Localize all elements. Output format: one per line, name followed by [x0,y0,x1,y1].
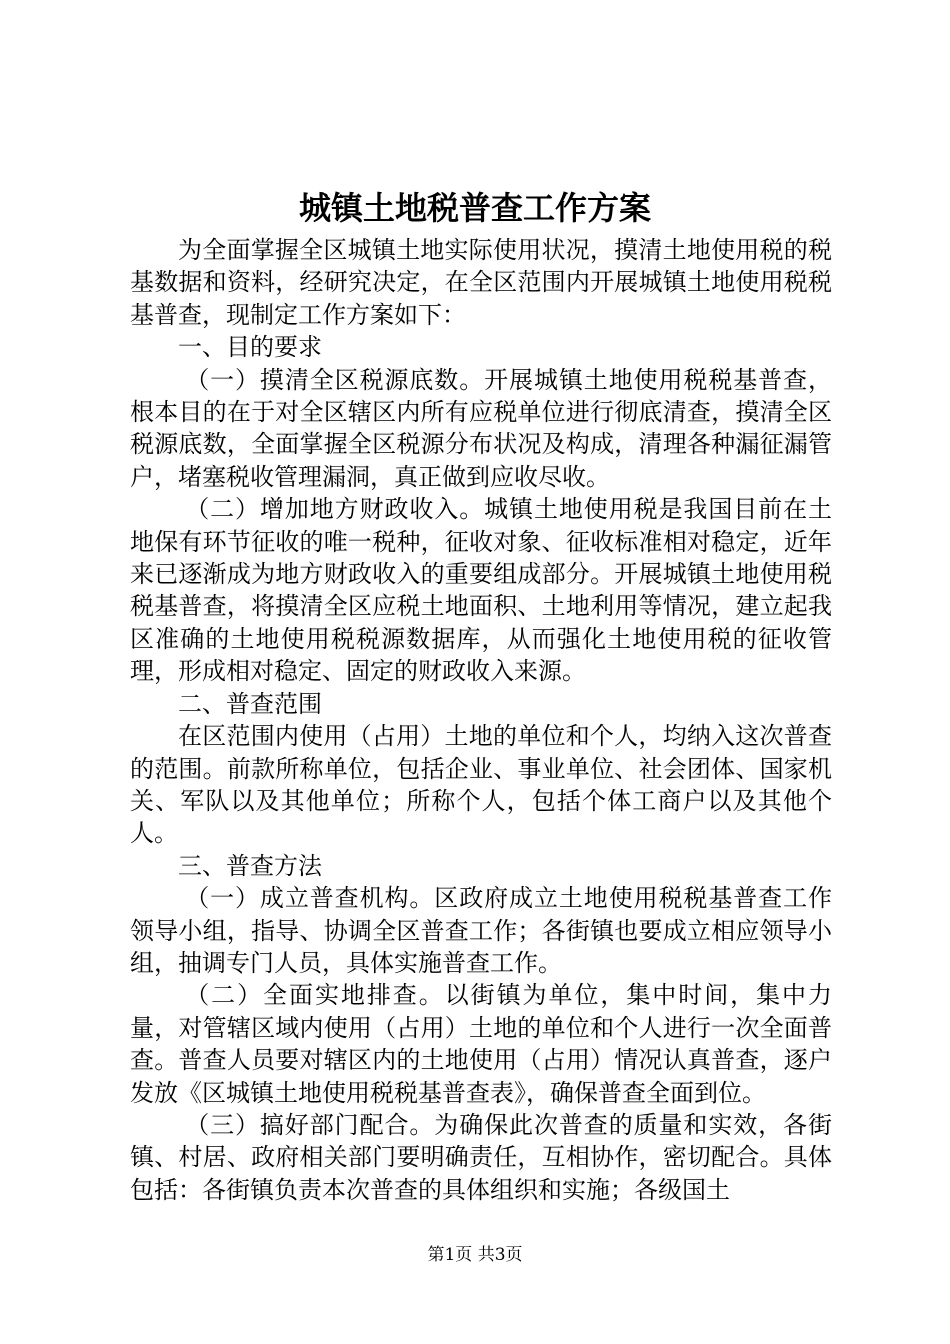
section-heading-scope: 二、普查范围 [178,689,322,718]
section-heading-methods: 三、普查方法 [178,851,322,880]
paragraph-goal-2: （二）增加地方财政收入。城镇土地使用税是我国目前在土地保有环节征收的唯一税种，征收对象、征收标准相对稳定，近年来已逐渐成为地方财政收入的重要组成部分。开展城镇土地使用税税基普查，将摸清全区应税土地面积、土地利用等情况，建立起我区准确的土地使用税税源数据库，从而强化土地使用税的征收管理，形成相对稳定、固定的财政收入来源。 [130,495,832,686]
paragraph-method-3: （三）搞好部门配合。为确保此次普查的质量和实效，各街镇、村居、政府相关部门要明确责任，互相协作，密切配合。具体包括：各街镇负责本次普查的具体组织和实施；各级国土 [130,1110,832,1204]
paragraph-scope: 在区范围内使用（占用）土地的单位和个人，均纳入这次普查的范围。前款所称单位，包括企业、事业单位、社会团体、国家机关、军队以及其他单位；所称个人，包括个体工商户以及其他个人。 [130,722,832,848]
section-heading-goals: 一、目的要求 [178,333,322,362]
paragraph-goal-1: （一）摸清全区税源底数。开展城镇土地使用税税基普查，根本目的在于对全区辖区内所有应税单位进行彻底清查，摸清全区税源底数，全面掌握全区税源分布状况及构成，清理各种漏征漏管户，堵塞税收管理漏洞，真正做到应收尽收。 [130,365,832,491]
intro-paragraph: 为全面掌握全区城镇土地实际使用状况，摸清土地使用税的税基数据和资料，经研究决定，在全区范围内开展城镇土地使用税税基普查，现制定工作方案如下： [130,236,832,329]
paragraph-method-1: （一）成立普查机构。区政府成立土地使用税税基普查工作领导小组，指导、协调全区普查工作；各街镇也要成立相应领导小组，抽调专门人员，具体实施普查工作。 [130,884,832,977]
paragraph-method-2: （二）全面实地排查。以街镇为单位，集中时间，集中力量，对管辖区域内使用（占用）土地的单位和个人进行一次全面普查。普查人员要对辖区内的土地使用（占用）情况认真普查，逐户发放《区城镇土地使用税税基普查表》，确保普查全面到位。 [130,981,832,1107]
page-number-footer: 第1页 共3页 [427,1245,523,1265]
document-title: 城镇土地税普查工作方案 [298,189,651,227]
document-body [130,234,832,1206]
